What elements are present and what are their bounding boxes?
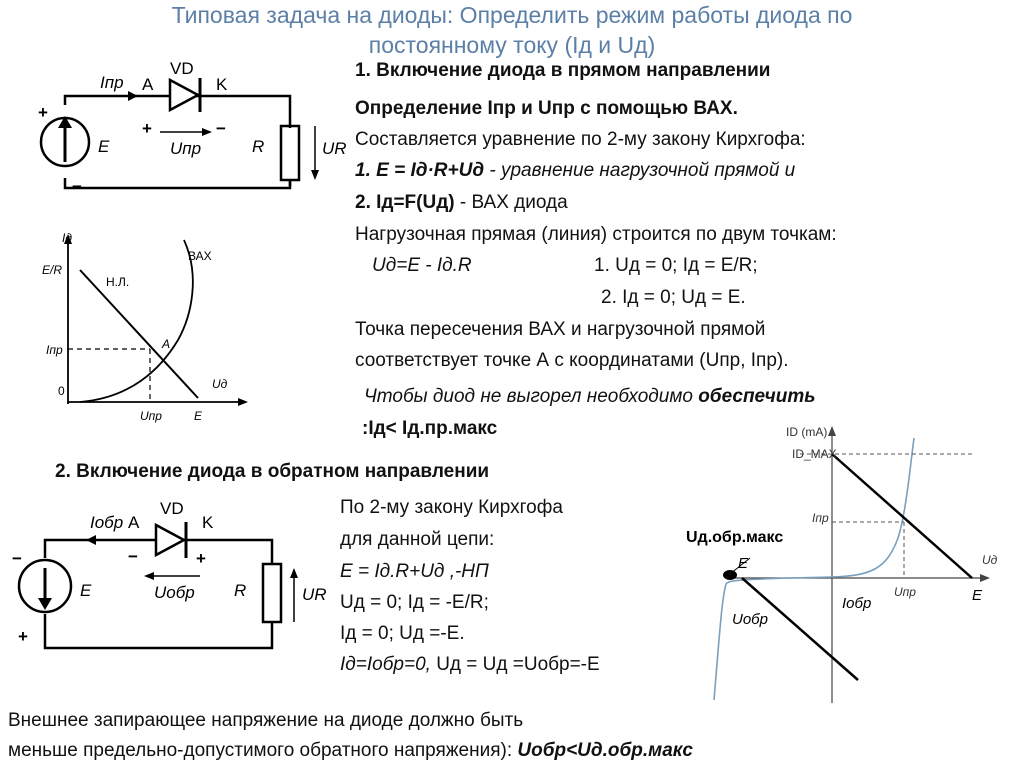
definition-line: Определение Iпр и Uпр с помощью ВАХ. bbox=[355, 98, 738, 119]
reverse-iv-graph bbox=[682, 418, 1012, 708]
reverse-source-minus: − bbox=[12, 549, 22, 568]
graph2-ud-axis: Uд bbox=[982, 553, 998, 567]
graph2-e-right: E bbox=[972, 587, 983, 604]
graph2-uobr: Uобр bbox=[732, 611, 768, 628]
title-line-1: Типовая задача на диоды: Определить режим работы диода по bbox=[171, 2, 853, 28]
reverse-source-plus: + bbox=[18, 627, 28, 646]
reverse-result-a: Iд=Iобр=0, bbox=[340, 654, 437, 675]
graph1-iv-label: ВАХ bbox=[188, 249, 212, 263]
graph1-id-axis: Iд bbox=[62, 231, 72, 245]
kirchhoff-line: Составляется уравнение по 2-му закону Кирхгофа: bbox=[355, 129, 806, 150]
graph2-udobr-max: Uд.обр.макс bbox=[686, 529, 784, 546]
graph2-e-left: E bbox=[738, 555, 749, 572]
reverse-cathode-label: K bbox=[202, 513, 214, 532]
graph2-idmax: ID_MAX bbox=[792, 447, 837, 461]
source-minus: − bbox=[72, 177, 82, 196]
graph1-load-line-label: Н.Л. bbox=[106, 275, 130, 289]
graph1-ipr-tick: Iпр bbox=[46, 343, 63, 357]
reverse-equation: E = Iд.R+Uд ,-НП bbox=[340, 561, 489, 582]
reverse-diode-label: VD bbox=[160, 499, 184, 518]
reverse-kirchhoff-line: По 2-му закону Кирхгофа bbox=[340, 497, 563, 518]
voltage-label: Uпр bbox=[170, 139, 202, 158]
graph1-zero: 0 bbox=[58, 384, 65, 398]
reverse-current-label: Iобр bbox=[90, 513, 124, 532]
diode-label: VD bbox=[170, 59, 194, 78]
reverse-result-line bbox=[340, 654, 600, 676]
source-plus: + bbox=[38, 103, 48, 122]
reverse-voltage-label: Uобр bbox=[154, 583, 195, 602]
equation-2-desc: - ВАХ диода bbox=[454, 192, 568, 213]
graph1-upr-tick: Uпр bbox=[140, 409, 162, 423]
equation-1-line bbox=[355, 160, 795, 182]
ud-formula: Uд=E - Iд.R bbox=[372, 255, 472, 276]
reverse-source-label: E bbox=[80, 581, 92, 600]
equation-1: 1. E = Iд·R+Uд bbox=[355, 160, 485, 181]
graph2-id-axis: ID (mA) bbox=[786, 425, 828, 439]
burnout-text: Чтобы диод не выгорел необходимо bbox=[364, 386, 699, 407]
equation-1-desc: - уравнение нагрузочной прямой и bbox=[484, 160, 796, 181]
forward-iv-graph bbox=[40, 230, 260, 430]
source-label: E bbox=[98, 137, 110, 156]
forward-circuit-diagram bbox=[30, 58, 360, 208]
reverse-resistor-label: R bbox=[234, 581, 247, 600]
point-1: 1. Uд = 0; Iд = E/R; bbox=[594, 255, 758, 276]
reverse-diode-minus: − bbox=[128, 547, 138, 566]
equation-2: 2. Iд=F(Uд) bbox=[355, 192, 455, 213]
anode-label: A bbox=[142, 75, 154, 94]
reverse-resistor-voltage-label: UR bbox=[302, 585, 327, 604]
cathode-label: K bbox=[216, 75, 228, 94]
diode-minus: − bbox=[216, 119, 226, 138]
graph2-ipr: Iпр bbox=[812, 511, 829, 525]
load-line-text: Нагрузочная прямая (линия) строится по двум точкам: bbox=[355, 224, 837, 245]
reverse-circuit-diagram bbox=[10, 488, 340, 663]
intersection-line-2: соответствует точке А с координатами (Uпр, Iпр). bbox=[355, 350, 789, 371]
burnout-ensure: обеспечить bbox=[698, 386, 816, 407]
graph2-iobr: Iобр bbox=[842, 595, 872, 612]
title-line-2: постоянному току (Iд и Uд) bbox=[368, 32, 656, 58]
slide-title bbox=[0, 0, 1024, 60]
reverse-circuit-line: для данной цепи: bbox=[340, 529, 495, 550]
graph1-ud-axis: Uд bbox=[212, 377, 228, 391]
graph1-point-a: A bbox=[162, 337, 171, 351]
max-current-condition: :Iд< Iд.пр.макс bbox=[362, 418, 498, 439]
section1-heading: 1. Включение диода в прямом направлении bbox=[355, 60, 771, 81]
section2-heading: 2. Включение диода в обратном направлении bbox=[55, 461, 490, 482]
reverse-result-b: Uд = Uд =Uобр=-E bbox=[436, 654, 600, 675]
diode-plus: + bbox=[142, 119, 152, 138]
reverse-diode-plus: + bbox=[196, 549, 206, 568]
point-2: 2. Iд = 0; Uд = E. bbox=[601, 287, 746, 308]
footer-line-2-text: меньше предельно-допустимого обратного напряжения): bbox=[8, 740, 518, 761]
reverse-point-2: Iд = 0; Uд =-E. bbox=[340, 623, 465, 644]
reverse-anode-label: A bbox=[128, 513, 140, 532]
resistor-voltage-label: UR bbox=[322, 139, 347, 158]
intersection-line-1: Точка пересечения ВАХ и нагрузочной прямой bbox=[355, 319, 766, 340]
footer-line-1: Внешнее запирающее напряжение на диоде должно быть bbox=[8, 710, 524, 731]
reverse-point-1: Uд = 0; Iд = -E/R; bbox=[340, 592, 489, 613]
burnout-line bbox=[364, 386, 816, 408]
footer-line-2 bbox=[8, 740, 693, 762]
resistor-label: R bbox=[252, 137, 265, 156]
graph1-er-tick: E/R bbox=[42, 263, 63, 277]
graph2-upr: Uпр bbox=[894, 585, 916, 599]
footer-condition: Uобр<Uд.обр.макс bbox=[517, 740, 693, 761]
current-label: Iпр bbox=[100, 73, 124, 92]
equation-2-line bbox=[355, 192, 568, 214]
graph1-e-tick: E bbox=[194, 409, 203, 423]
